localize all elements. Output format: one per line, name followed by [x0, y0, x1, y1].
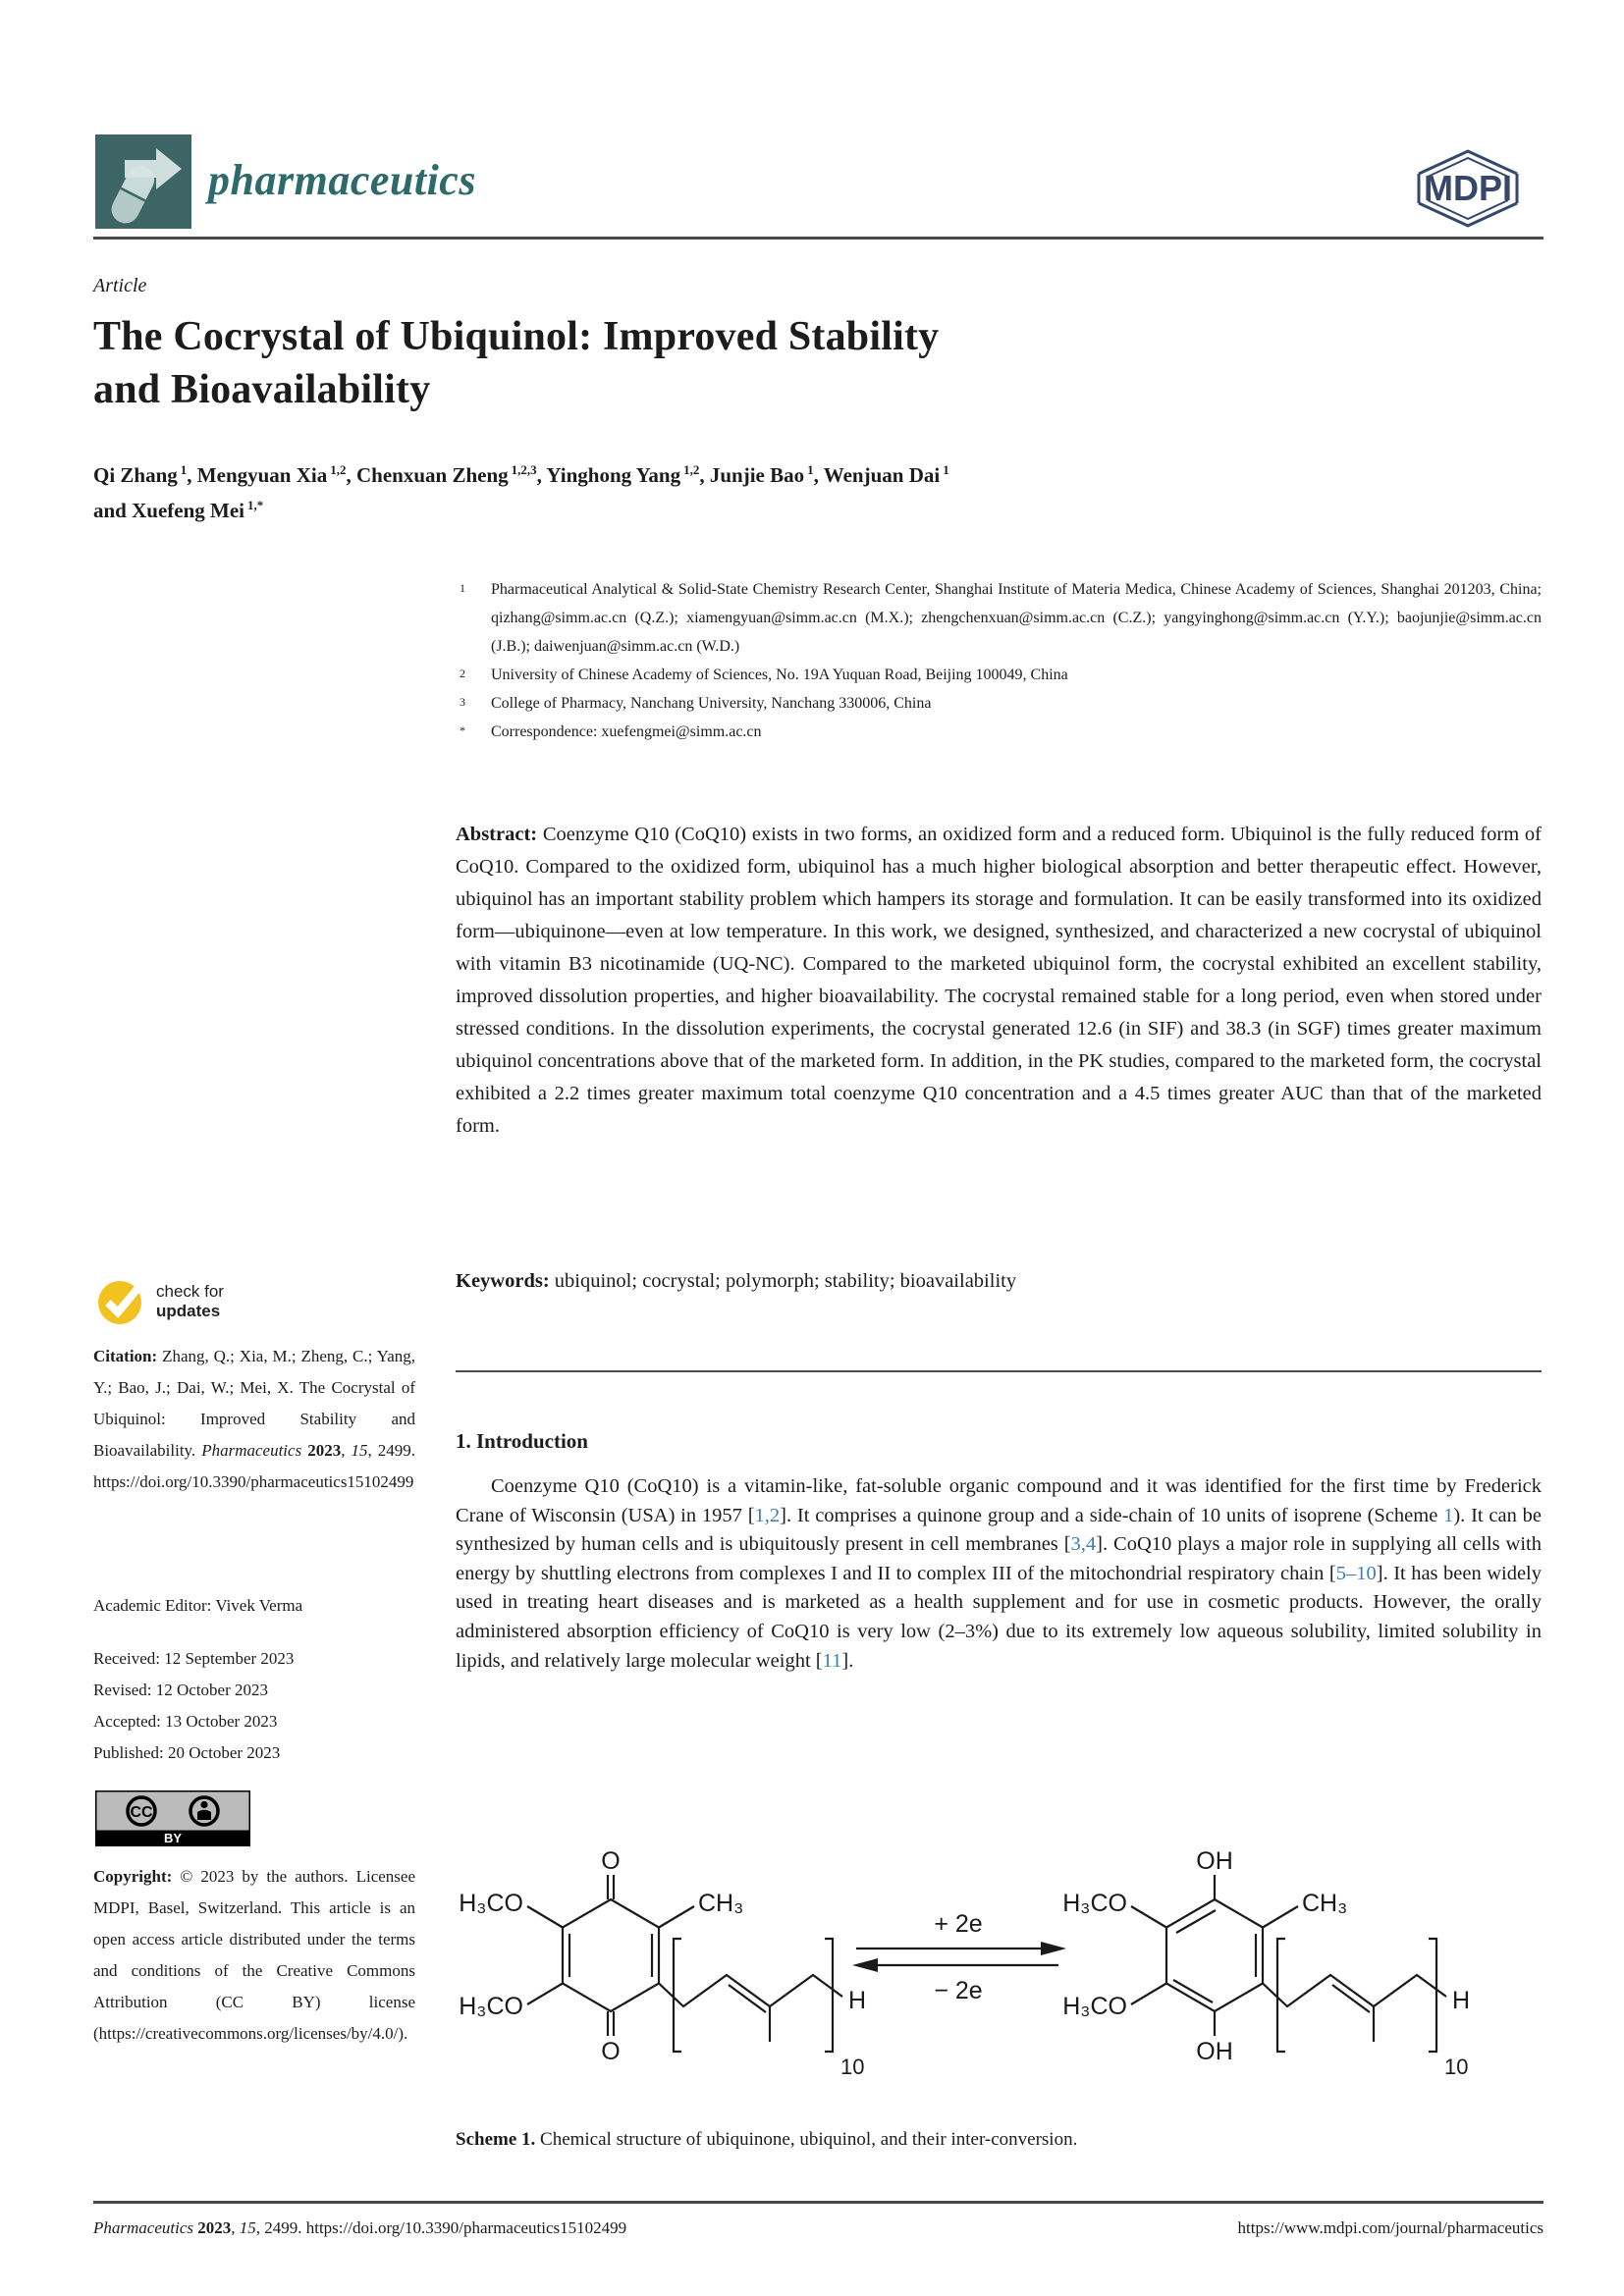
hydroxyl-label: OH: [1196, 2038, 1233, 2065]
affiliation-marker: *: [460, 723, 465, 737]
affiliation-item: [456, 575, 1542, 661]
methoxy-label: H₃CO: [1062, 1890, 1127, 1917]
title-line-1: The Cocrystal of Ubiquinol: Improved Stability: [93, 314, 940, 359]
affiliation-text: College of Pharmacy, Nanchang University, Nanchang 330006, China: [491, 695, 932, 712]
citation-ref[interactable]: 5–10: [1335, 1562, 1377, 1584]
text-segment: Keywords:: [456, 1270, 555, 1292]
author-separator: ,: [346, 463, 356, 487]
author-name: Junjie Bao: [709, 463, 805, 487]
text-line: Published: 20 October 2023: [93, 1743, 281, 1762]
affiliation-item: [456, 718, 1542, 746]
copyright-block: [93, 1861, 415, 2050]
scheme-1-figure: [456, 1845, 1542, 2109]
oxygen-label: O: [601, 1847, 621, 1875]
methyl-label: CH₃: [1302, 1890, 1348, 1917]
author-separator: ,: [699, 463, 710, 487]
introduction-paragraph: [456, 1472, 1542, 1676]
citation-ref[interactable]: 11: [822, 1649, 842, 1672]
academic-editor: Academic Editor: Vivek Verma: [93, 1596, 303, 1615]
mdpi-logo: [1404, 143, 1532, 234]
affiliation-item: [456, 689, 1542, 718]
affiliations-block: [456, 575, 1542, 746]
text-segment: ubiquinol; cocrystal; polymorph; stability; bioavailability: [554, 1270, 1017, 1292]
svg-text:BY: BY: [163, 1831, 183, 1845]
footer-journal-url[interactable]: https://www.mdpi.com/journal/pharmaceutics: [1237, 2218, 1543, 2237]
text-segment: ). It can be synthesized by human cells and is ubiquitously present in cell membranes [: [456, 1504, 1542, 1556]
scheme-1-caption: [456, 2126, 1542, 2154]
hydrogen-label: H: [1452, 1987, 1471, 2014]
citation-ref[interactable]: 1,2: [754, 1504, 781, 1526]
text-segment: Citation:: [93, 1347, 163, 1365]
citation-ref[interactable]: 3,4: [1070, 1533, 1097, 1556]
text-segment: Copyright:: [93, 1867, 181, 1886]
keywords: [456, 1270, 1542, 1293]
text-segment: 2023: [307, 1441, 342, 1460]
author-separator: ,: [813, 463, 824, 487]
author-separator: ,: [187, 463, 197, 487]
article-type-label: Article: [93, 275, 147, 296]
text-segment: © 2023 by the authors. Licensee MDPI, Basel, Switzerland. This article is an open access article distributed under the terms and conditions of the Creative Commons Attribution (CC BY) license (https://creativecommons.org/licenses/by/4.0/).: [93, 1867, 416, 2043]
text-segment: Abstract:: [456, 824, 543, 845]
author-affiliation-sup: 1,2: [683, 462, 700, 477]
person-icon: [200, 1801, 207, 1808]
affiliation-marker: 2: [460, 667, 465, 680]
svg-text:CC: CC: [130, 1804, 153, 1821]
text-segment: ]. It has been widely used in treating heart diseases and is marketed as a health supplement and for use in cosmetic products. However, the orally administered absorption efficiency of CoQ10 is very low (2–3%) due to its extremely low aqueous solubility, limited solubility in lipids, and relatively large molecular weight [: [456, 1562, 1543, 1672]
author-affiliation-sup: 1: [180, 462, 188, 477]
methyl-label: CH₃: [698, 1890, 744, 1917]
author-name: Qi Zhang: [93, 463, 178, 487]
text-segment: ]. It comprises a quinone group and a side-chain of 10 units of isoprene (Scheme: [780, 1504, 1444, 1526]
paper-title: [93, 310, 1321, 416]
oxygen-label: O: [601, 2038, 621, 2065]
methoxy-label: H₃CO: [459, 1890, 523, 1917]
hydroxyl-label: OH: [1196, 1847, 1233, 1875]
text-segment: Coenzyme Q10 (CoQ10) is a vitamin-like, fat-soluble organic compound and it was identified for the first time by Frederick Crane of Wisconsin (USA) in 1957 [: [456, 1475, 1542, 1526]
hydrogen-label: H: [848, 1987, 867, 2014]
text-segment: ,: [341, 1441, 352, 1460]
text-segment: , 2499. https://doi.org/10.3390/pharmaceutics15102499: [93, 1441, 416, 1491]
author-separator: ,: [536, 463, 547, 487]
header-divider: [93, 237, 1543, 240]
author-affiliation-sup: 1: [943, 462, 949, 477]
author-line-2: [93, 493, 1370, 528]
text-segment: Zhang, Q.; Xia, M.; Zheng, C.; Yang, Y.; Bao, J.; Dai, W.; Mei, X. The Cocrystal of Ubiquinol: Improved Stability and Bioavailability.: [93, 1347, 415, 1460]
check-for-updates-badge[interactable]: [97, 1277, 224, 1326]
footer-citation: [93, 2218, 626, 2238]
text-segment: Coenzyme Q10 (CoQ10) exists in two forms, an oxidized form and a reduced form. Ubiquinol is the fully reduced form of CoQ10. Compared to the oxidized form, ubiquinol has a much higher biological absorption and better therapeutic effect. However, ubiquinol has an important stability problem which hampers its storage and formulation. It can be easily transformed into its oxidized form—ubiquinone—even at low temperature. In this work, we designed, synthesized, and characterized a new cocrystal of ubiquinol with vitamin B3 nicotinamide (UQ-NC). Compared to the marketed ubiquinol form, the cocrystal exhibited an excellent stability, improved dissolution properties, and higher bioavailability. The cocrystal remained stable for a long period, even when stored under stressed conditions. In the dissolution experiments, the cocrystal generated 12.6 (in SIF) and 38.3 (in SGF) times greater maximum ubiquinol concentrations above that of the marketed form. In addition, in the PK studies, compared to the marketed form, the cocrystal exhibited a 2.2 times greater maximum total coenzyme Q10 concentration and a 4.5 times greater AUC than that of the marketed form.: [456, 824, 1542, 1137]
text-segment: ,: [231, 2218, 240, 2237]
text-segment: Pharmaceutics: [93, 2218, 198, 2237]
methoxy-label: H₃CO: [459, 1993, 523, 2020]
affiliation-text: Pharmaceutical Analytical & Solid-State Chemistry Research Center, Shanghai Institute of Materia Medica, Chinese Academy of Sciences, Shanghai 201203, China; qizhang@simm.ac.cn (Q.Z.); xiamengyuan@simm.ac.cn (M.X.); zhengchenxuan@simm.ac.cn (C.Z.); yangyinghong@simm.ac.cn (Y.Y.); baojunjie@simm.ac.cn (J.B.); daiwenjuan@simm.ac.cn (W.D.): [491, 581, 1542, 655]
footer: [93, 2218, 1543, 2238]
section-heading-introduction: 1. Introduction: [456, 1429, 588, 1453]
repeat-count: 10: [1444, 2055, 1469, 2079]
history-dates: [93, 1643, 415, 1769]
author-affiliation-sup: 1,*: [247, 498, 264, 512]
author-line-1: [93, 457, 1370, 493]
svg-text:MDPI: MDPI: [1424, 168, 1512, 208]
author-affiliation-sup: 1,2: [330, 462, 347, 477]
minus-2e-label: − 2e: [934, 1977, 983, 2004]
author-affiliation-sup: 1: [807, 462, 814, 477]
keywords-divider: [456, 1370, 1542, 1372]
text-segment: 15: [239, 2218, 256, 2237]
text-segment: Scheme 1.: [456, 2129, 541, 2150]
author-name: and Xuefeng Mei: [93, 499, 244, 522]
text-segment: , 2499. https://doi.org/10.3390/pharmaceutics15102499: [255, 2218, 627, 2237]
text-segment: ].: [841, 1649, 854, 1672]
title-line-2: and Bioavailability: [93, 367, 431, 412]
abstract: [456, 819, 1542, 1143]
text-segment: ]. CoQ10 plays a major role in supplying all cells with energy by shuttling electrons from complexes I and II to complex III of the mitochondrial respiratory chain [: [456, 1533, 1542, 1584]
author-list: [93, 457, 1370, 528]
plus-2e-label: + 2e: [934, 1910, 983, 1938]
author-name: Mengyuan Xia: [196, 463, 328, 487]
text-segment: Chemical structure of ubiquinone, ubiquinol, and their inter-conversion.: [540, 2129, 1078, 2150]
update-check-icon: [97, 1277, 146, 1326]
author-name: Wenjuan Dai: [823, 463, 941, 487]
author-affiliation-sup: 1,2,3: [511, 462, 537, 477]
journal-wordmark: pharmaceutics: [208, 156, 476, 204]
text-line: Accepted: 13 October 2023: [93, 1712, 278, 1731]
footer-divider: [93, 2201, 1543, 2204]
citation-block: [93, 1341, 415, 1498]
text-segment: 2023: [197, 2218, 232, 2237]
author-name: Chenxuan Zheng: [355, 463, 509, 487]
citation-ref[interactable]: 1: [1443, 1504, 1454, 1526]
author-name: Yinghong Yang: [546, 463, 681, 487]
text-segment: 15: [351, 1441, 368, 1460]
text-segment: Pharmaceutics: [201, 1441, 308, 1460]
affiliation-marker: 3: [460, 695, 465, 709]
update-badge-text: check for updates: [156, 1282, 224, 1320]
text-line: Revised: 12 October 2023: [93, 1681, 268, 1699]
cc-by-license-badge[interactable]: [95, 1790, 250, 1846]
affiliation-text: University of Chinese Academy of Sciences, No. 19A Yuquan Road, Beijing 100049, China: [491, 667, 1068, 683]
affiliation-item: [456, 661, 1542, 689]
text-line: Received: 12 September 2023: [93, 1649, 295, 1668]
methoxy-label: H₃CO: [1062, 1993, 1127, 2020]
affiliation-text: Correspondence: xuefengmei@simm.ac.cn: [491, 723, 762, 740]
repeat-count: 10: [840, 2055, 865, 2079]
pharmaceutics-journal-logo-icon: [95, 134, 191, 229]
affiliation-marker: 1: [460, 581, 465, 595]
